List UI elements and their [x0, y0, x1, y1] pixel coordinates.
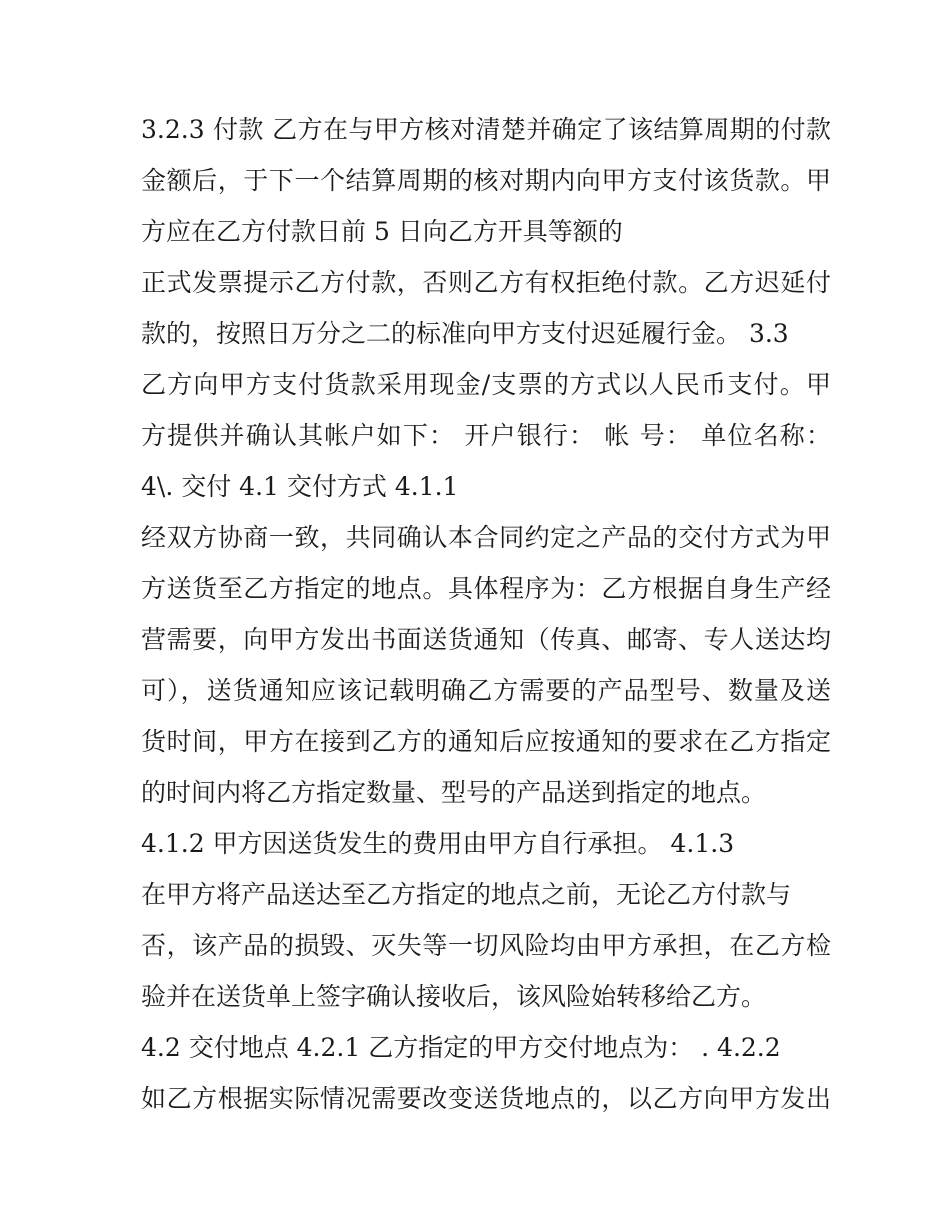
text-line: 货时间，甲方在接到乙方的通知后应按通知的要求在乙方指定 [141, 727, 831, 756]
text-line: 4.2 交付地点 4.2.1 乙方指定的甲方交付地点为： . 4.2.2 [141, 1033, 781, 1062]
section-heading: 4\. 交付 4.1 交付方式 4.1.1 [141, 472, 459, 501]
text-line: 乙方向甲方支付货款采用现金/支票的方式以人民币支付。甲 [141, 370, 831, 399]
text-line: 正式发票提示乙方付款，否则乙方有权拒绝付款。乙方迟延付 [141, 268, 831, 297]
document-body [141, 110, 831, 1130]
text-line: 金额后，于下一个结算周期的核对期内向甲方支付该货款。甲 [141, 166, 831, 195]
text-line: 3.2.3 付款 乙方在与甲方核对清楚并确定了该结算周期的付款 [141, 115, 831, 144]
text-line: 营需要，向甲方发出书面送货通知（传真、邮寄、专人送达均 [141, 625, 831, 654]
text-line: 4.1.2 甲方因送货发生的费用由甲方自行承担。 4.1.3 [141, 829, 735, 858]
text-line: 款的，按照日万分之二的标准向甲方支付迟延履行金。 3.3 [141, 319, 789, 348]
text-line: 如乙方根据实际情况需要改变送货地点的，以乙方向甲方发出 [141, 1084, 831, 1113]
text-line: 在甲方将产品送达至乙方指定的地点之前，无论乙方付款与 [141, 880, 792, 909]
text-line: 方应在乙方付款日前 5 日向乙方开具等额的 [141, 217, 623, 246]
text-line: 验并在送货单上签字确认接收后，该风险始转移给乙方。 [141, 982, 767, 1011]
text-line: 方提供并确认其帐户如下： 开户银行： 帐 号： 单位名称： [141, 421, 831, 450]
text-line: 经双方协商一致，共同确认本合同约定之产品的交付方式为甲 [141, 523, 831, 552]
text-line: 否，该产品的损毁、灭失等一切风险均由甲方承担，在乙方检 [141, 931, 831, 960]
text-line: 的时间内将乙方指定数量、型号的产品送到指定的地点。 [141, 778, 767, 807]
text-line: 可），送货通知应该记载明确乙方需要的产品型号、数量及送 [141, 676, 831, 705]
text-line: 方送货至乙方指定的地点。具体程序为：乙方根据自身生产经 [141, 574, 831, 603]
